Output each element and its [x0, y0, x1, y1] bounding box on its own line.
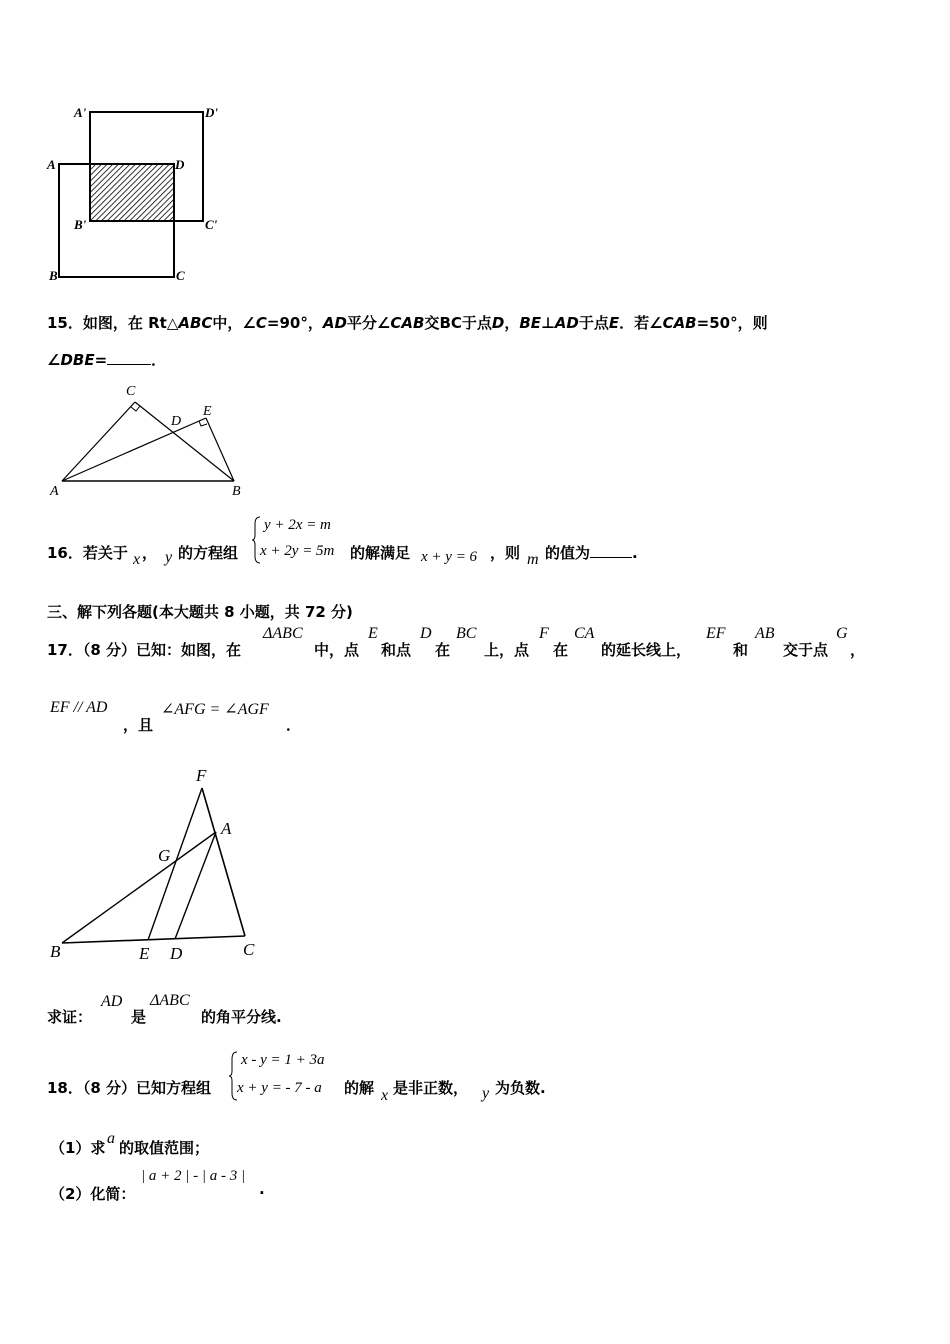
q15-text: ⊥ — [541, 314, 555, 332]
q17-var-f: F — [539, 625, 549, 642]
q17-text: 和点 — [381, 641, 412, 659]
label-g: G — [158, 846, 171, 865]
question-number: 15． — [47, 314, 83, 332]
q15-text: ． — [151, 351, 167, 369]
q17-text: 在 — [435, 641, 451, 659]
label-d: D — [171, 414, 182, 429]
label-a: A — [221, 819, 232, 838]
q15-var: ABC — [178, 314, 213, 332]
label-d: D — [170, 944, 183, 963]
q17-var-ca: CA — [574, 625, 595, 642]
label-c: C — [126, 384, 136, 399]
q17-angle-eq: ∠AFG = ∠AGF — [161, 701, 269, 718]
q18-text: （1）求 — [50, 1139, 106, 1157]
q15-text: 平分∠ — [346, 314, 391, 332]
question-15-line2 — [47, 349, 166, 370]
q16-var-m: m — [527, 551, 539, 568]
q15-text: 中，∠ — [212, 314, 256, 332]
label-b-prime: B' — [74, 217, 87, 232]
figure-right-triangle — [40, 378, 260, 503]
question-17-start — [47, 639, 241, 660]
label-b: B — [232, 484, 241, 499]
q15-var: BE — [519, 314, 542, 332]
q17-text: 交于点 — [783, 641, 829, 659]
q15-var: DBE — [60, 351, 95, 369]
answer-blank[interactable] — [107, 352, 151, 365]
q15-var: AD — [322, 314, 347, 332]
q17-text: 的角平分线. — [201, 1008, 282, 1026]
q16-text — [545, 542, 638, 563]
q15-var: D — [491, 314, 505, 332]
q17-var-d: D — [420, 625, 432, 642]
q15-text: = — [94, 351, 108, 369]
figure-triangle-bisector — [40, 762, 280, 972]
q16-text: . — [632, 544, 638, 562]
q16-equation-system — [252, 514, 348, 566]
q17-text: ，且 — [123, 716, 154, 734]
q17-text: 已知：如图，在 — [136, 641, 242, 659]
q18-sub2: （2）化简： — [50, 1185, 136, 1203]
question-18-start — [47, 1077, 211, 1098]
q17-var-ef: EF — [706, 625, 726, 642]
q16-eq1: y + 2x = m — [264, 517, 331, 533]
q18-text: . — [259, 1180, 265, 1198]
q18-equation-system — [229, 1049, 347, 1103]
label-c: C — [243, 940, 255, 959]
q15-text: =50°，则 — [696, 314, 768, 332]
q15-text: 交 — [424, 314, 440, 332]
q18-text: 是非正数， — [393, 1079, 469, 1097]
q15-text: 于点 — [461, 314, 492, 332]
q16-text: 的方程组 — [178, 544, 239, 562]
label-a-prime: A' — [74, 105, 87, 120]
q18-var-y: y — [482, 1085, 490, 1102]
points: （8 分） — [82, 1079, 137, 1097]
q18-var-x: x — [381, 1087, 389, 1104]
q18-text: 的解 — [344, 1079, 375, 1097]
q17-var-ab: AB — [755, 625, 775, 642]
q16-text: 的值为 — [545, 544, 591, 562]
label-b: B — [49, 268, 58, 283]
q17-prove-label: 求证： — [47, 1008, 93, 1026]
question-number: 16． — [47, 544, 83, 562]
q18-eq1: x - y = 1 + 3a — [241, 1052, 325, 1068]
q15-text: 如图，在 Rt△ — [82, 314, 179, 332]
q17-text: 中，点 — [314, 641, 360, 659]
question-number: 17． — [47, 641, 83, 659]
answer-blank[interactable] — [590, 545, 632, 558]
q15-text: =90°， — [266, 314, 323, 332]
q18-sub1-var: a — [107, 1130, 115, 1147]
q18-sub1 — [50, 1137, 105, 1158]
q17-text: 在 — [553, 641, 569, 659]
label-c: C — [176, 268, 185, 283]
q15-var: AD — [554, 314, 579, 332]
q18-eq2: x + y = - 7 - a — [237, 1080, 322, 1096]
points: （8 分） — [82, 641, 137, 659]
q16-var-x: x — [133, 551, 141, 568]
label-b: B — [50, 942, 61, 961]
q18-text: 已知方程组 — [136, 1079, 212, 1097]
label-e: E — [139, 944, 150, 963]
q17-text: 是 — [131, 1008, 147, 1026]
label-a: A — [47, 157, 56, 172]
q15-text: 于点 — [578, 314, 609, 332]
q18-text: 为负数. — [495, 1079, 546, 1097]
label-f: F — [196, 766, 207, 785]
q17-text: ， — [850, 641, 866, 659]
q15-var: C — [255, 314, 267, 332]
q17-prove-ad: AD — [101, 993, 123, 1010]
q15-var: CAB — [662, 314, 697, 332]
label-e: E — [203, 404, 212, 419]
question-15-line1 — [47, 312, 768, 333]
q17-text: 的延长线上， — [601, 641, 692, 659]
q17-prove-triangle: ΔABC — [150, 992, 190, 1009]
label-d-prime: D' — [205, 105, 218, 120]
q17-text: 和 — [733, 641, 749, 659]
q17-text: ． — [286, 716, 302, 734]
q15-text: ， — [504, 314, 520, 332]
q18-text: 的取值范围； — [119, 1139, 210, 1157]
q16-var-y: y — [165, 549, 173, 566]
label-c-prime: C' — [205, 217, 218, 232]
q15-var: CAB — [390, 314, 425, 332]
section-title: 三、解下列各题(本大题共 8 小题，共 72 分) — [47, 603, 353, 621]
q15-text: ．若∠ — [619, 314, 663, 332]
q17-text: 上，点 — [484, 641, 530, 659]
q16-text: 若关于 — [82, 544, 128, 562]
question-16 — [47, 542, 128, 563]
q17-var-e: E — [368, 625, 378, 642]
q17-var-bc: BC — [456, 625, 477, 642]
label-d: D — [175, 157, 185, 172]
q15-var: E — [608, 314, 620, 332]
label-a: A — [50, 484, 59, 499]
q17-var-g: G — [836, 625, 848, 642]
q17-parallel: EF // AD — [50, 699, 108, 716]
q16-text: 的解满足 — [350, 544, 411, 562]
shaded-overlap — [90, 164, 174, 221]
q17-triangle: ΔABC — [263, 625, 303, 642]
q15-text: ∠ — [47, 351, 61, 369]
q16-text: ，则 — [490, 544, 521, 562]
q16-eq2: x + 2y = 5m — [260, 543, 335, 559]
figure-overlapping-squares — [40, 95, 240, 290]
q18-sub2-expr: | a + 2 | - | a - 3 | — [141, 1168, 246, 1184]
q16-comma: ， — [142, 544, 158, 562]
q15-var: BC — [439, 314, 462, 332]
q16-condition: x + y = 6 — [421, 549, 478, 565]
question-number: 18． — [47, 1079, 83, 1097]
